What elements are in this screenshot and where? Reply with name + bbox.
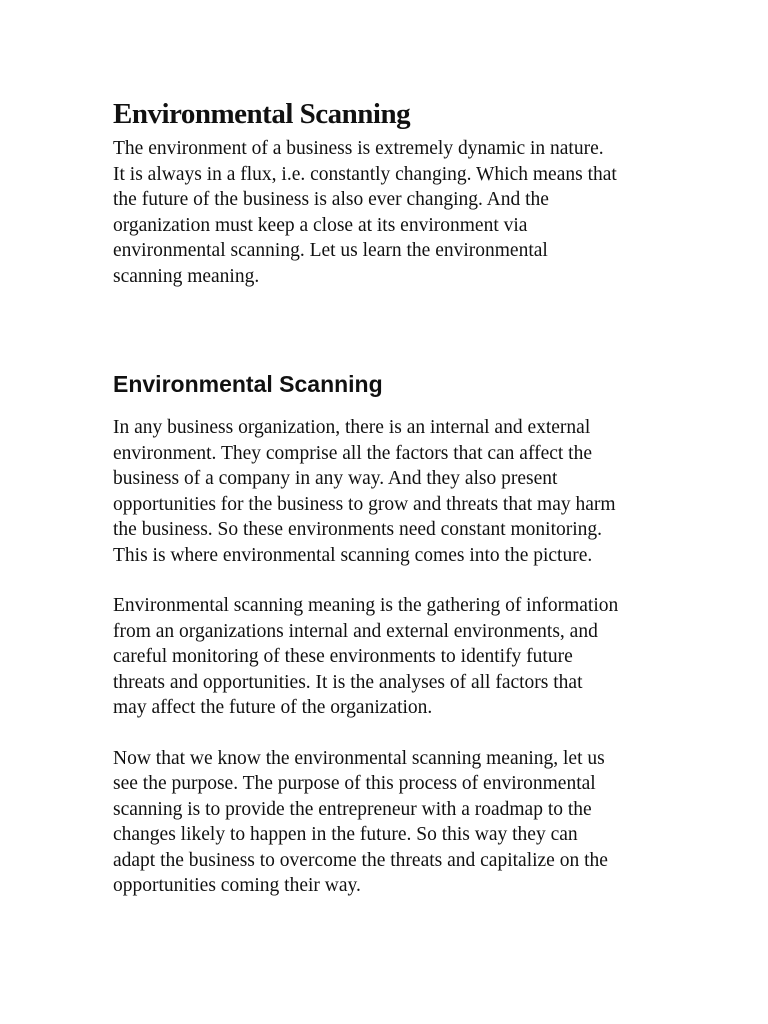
section-heading-wrapper: [113, 369, 673, 399]
body-paragraph-2: Environmental scanning meaning is the gathering of information from an organizations internal and external environments, and careful monitoring of these environments to identify future threats and opportunities. It is the analyses of all factors that may affect the future of the organization.: [113, 595, 619, 718]
section-heading: Environmental Scanning: [113, 371, 383, 397]
body-paragraph-3: Now that we know the environmental scanning meaning, let us see the purpose. The purpose of this process of environmental scanning is to provide the entrepreneur with a roadmap to the changes likely to happen in the future. So this way they can adapt the business to overcome the threats and capitalize on the opportunities coming their way.: [113, 747, 608, 896]
body-paragraph-1: In any business organization, there is an internal and external environment. They comprise all the factors that can affect the business of a company in any way. And they also present opportunities for the business to grow and threats that may harm the business. So these environments need constant monitoring. This is where environmental scanning comes into the picture.: [113, 417, 616, 566]
page-title: Environmental Scanning: [113, 98, 411, 130]
intro-paragraph: The environment of a business is extremely dynamic in nature. It is always in a flux, i.e. constantly changing. Which means that the future of the business is also ever changing. And the organization must keep a close at its environment via environmental scanning. Let us learn the environmental scanning meaning.: [113, 138, 617, 287]
document-page: [113, 96, 673, 924]
